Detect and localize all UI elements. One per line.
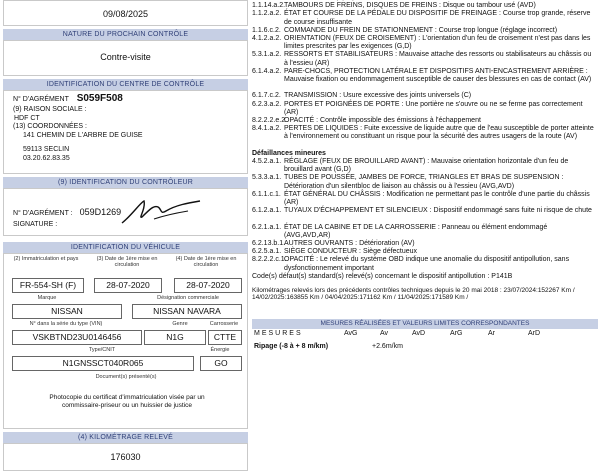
vin-field: VSKBTND23U0146456 [12, 330, 142, 345]
center-agreement-label: N° D'AGRÉMENT [13, 96, 69, 103]
address-line3: 03.20.62.83.35 [23, 154, 70, 162]
defect-code: 6.2.5.a.1. [252, 248, 282, 256]
defect-text: PERTES DE LIQUIDES : Fuite excessive de liquide autre que de l'eau susceptible de porter atteinte à l'environnement ou constituant un risque pour la sécurité des autres usagers de la route (AV) [284, 125, 594, 141]
measures-col-header: MESURES [254, 329, 303, 337]
type-label: Type/CNIT [88, 347, 116, 353]
measure-row-value: +2.6m/km [372, 342, 403, 350]
defect-text: TRANSMISSION : Usure excessive des joints universels (C) [284, 92, 472, 100]
defect-code: 6.1.7.c.2. [252, 92, 281, 100]
vehicle-box [3, 253, 248, 429]
defect-text: TUYAUX D'ÉCHAPPEMENT ET SILENCIEUX : Dispositif endommagé sans fuite ni risque de chute [284, 207, 592, 215]
registration-label: (2) Immatriculation et pays [13, 256, 79, 262]
defect-row [252, 207, 598, 215]
measure-row-label: Ripage (-8 à + 8 m/km) [254, 342, 329, 350]
measures-header: MESURES RÉALISÉES ET VALEURS LIMITES CORRESPONDANTES [252, 319, 598, 329]
defect-text: OPACITÉ : Contrôle impossible des émissions à l'échappement [284, 117, 481, 124]
defect-code: 6.1.4.a.2. [252, 67, 282, 75]
defect-code: 5.3.3.a.1. [252, 174, 282, 182]
carrosserie-label: Carrosserie [209, 321, 239, 327]
vin-label: N° dans la série du type (VIN) [29, 321, 103, 327]
measures-col-header: Ar [488, 329, 495, 337]
defect-row [252, 68, 598, 84]
defect-text: AUTRES OUVRANTS : Détérioration (AV) [284, 240, 415, 247]
defect-text: RESSORTS ET STABILISATEURS : Mauvaise attache des ressorts ou stabilisateurs au châssis ou à l'essieu (AR) [284, 51, 592, 67]
defect-code: 6.2.1.a.1. [252, 223, 282, 231]
defect-text: ORIENTATION (FEUX DE CROISEMENT) : L'orientation d'un feu de croisement n'est pas dans les limites prescrites par les exigences (G,D) [284, 35, 591, 51]
brand-label: Marque [37, 295, 57, 301]
measures-col-header: Av [380, 329, 389, 337]
defect-text: ÉTAT ET COURSE DE LA PÉDALE DU DISPOSITIF DE FREINAGE : Course trop grande, réserve de course insuffisante [284, 10, 591, 26]
date-box [3, 0, 248, 26]
defect-code: 4.5.2.a.1. [252, 158, 282, 165]
next-control-box [3, 40, 248, 76]
defect-text: RÉGLAGE (FEUX DE BROUILLARD AVANT) : Mauvaise orientation horizontale d'un feu de brouillard avant (G,D) [284, 158, 569, 174]
signature-label: SIGNATURE : [13, 221, 58, 228]
mileage-value: 176030 [110, 452, 141, 462]
defect-row [252, 10, 598, 26]
right-column [252, 0, 600, 470]
defect-code: 6.2.13.b.1. [252, 240, 286, 247]
next-control-value: Contre-visite [100, 52, 151, 62]
company-label: (9) RAISON SOCIALE : [13, 106, 87, 113]
defect-code: 4.1.2.a.2. [252, 35, 282, 42]
carrosserie-field: CTTE [208, 330, 242, 345]
defect-text: ÉTAT GÉNÉRAL DU CHÂSSIS : Modification ne permettant pas le contrôle d'une partie du châssis (AR) [284, 190, 590, 206]
left-column [0, 0, 248, 470]
controller-header: (9) IDENTIFICATION DU CONTRÔLEUR [3, 177, 248, 188]
center-agreement-value: S059F508 [76, 93, 123, 104]
defect-text: PARE-CHOCS, PROTECTION LATÉRALE ET DISPOSITIFS ANTI-ENCASTREMENT ARRIÈRE : Mauvaise fixation ou endommagement susceptible de causer des blessures en cas de contact (AV) [284, 67, 592, 83]
defect-row [252, 240, 598, 248]
company-value: HDF CT [14, 114, 40, 122]
measures-col-header: AvD [412, 329, 426, 337]
defect-code: 1.1.6.c.2. [252, 26, 281, 34]
defect-text: TUBES DE POUSSÉE, JAMBES DE FORCE, TRIANGLES ET BRAS DE SUSPENSION : Détérioration d'un silentbloc de liaison au châssis ou à l'essieu (AVG,AVD) [284, 174, 564, 190]
defect-row [252, 101, 598, 117]
defect-row [252, 92, 598, 100]
defect-row [252, 224, 598, 240]
defect-row [252, 27, 598, 35]
center-header: IDENTIFICATION DU CENTRE DE CONTRÔLE [3, 79, 248, 90]
mileage-header: (4) KILOMÉTRAGE RELEVÉ [3, 432, 248, 443]
defect-row [252, 174, 598, 190]
defect-row [252, 158, 598, 174]
defect-text: TAMBOURS DE FREINS, DISQUES DE FREINS : Disque ou tambour usé (AVD) [284, 2, 536, 10]
first-reg-date-field: 28-07-2020 [94, 278, 162, 293]
energy-field: GO [200, 356, 242, 371]
docs-value: Photocopie du certificat d'immatriculation visée par un commissaire-priseur ou un huissier de justice [49, 394, 205, 409]
center-box [3, 90, 248, 174]
first-reg-label: (3) Date de 1ère mise en circulation [96, 256, 158, 268]
controller-box [3, 188, 248, 236]
defect-code: 1.1.14.a.2. [252, 2, 286, 10]
vehicle-header: IDENTIFICATION DU VÉHICULE [3, 242, 248, 253]
defect-row [252, 256, 598, 272]
model-field: NISSAN NAVARA [132, 304, 242, 319]
defect-row [252, 125, 598, 141]
control-date: 09/08/2025 [102, 9, 149, 19]
next-control-header: NATURE DU PROCHAIN CONTRÔLE [3, 29, 248, 40]
defect-row [252, 191, 598, 207]
defect-code: 6.1.1.c.1. [252, 190, 281, 198]
defect-row [252, 35, 598, 51]
registration-field: FR-554-SH (F) [12, 278, 84, 293]
genre-field: N1G [144, 330, 206, 345]
defect-code: 1.1.2.a.2. [252, 10, 282, 18]
controller-agreement-label: N° D'AGRÉMENT : [13, 210, 73, 217]
defect-text: PORTES ET POIGNÉES DE PORTE : Une portière ne s'ouvre ou ne se ferme pas correctement (AR) [284, 100, 583, 116]
model-label: Désignation commerciale [157, 295, 219, 301]
obd-code-line: Code(s) défaut(s) standard(s) relevé(s) concernant le dispositif antipollution : P141B [252, 272, 513, 280]
defect-code: 8.2.2.2.c.1. [252, 256, 287, 264]
measures-col-header: ArG [450, 329, 463, 337]
measures-col-header: ArD [528, 329, 541, 337]
mileage-box [3, 443, 248, 471]
energy-label: Énergie [210, 347, 230, 353]
signature-image [114, 195, 204, 227]
defect-code: 6.1.2.a.1. [252, 207, 282, 215]
defect-code: 5.3.1.a.2. [252, 51, 282, 59]
defect-text: COMMANDE DU FREIN DE STATIONNEMENT : Course trop longue (réglage incorrect) [284, 26, 558, 34]
controller-agreement-value: 059D1269 [79, 207, 122, 217]
minor-defects-title: Défaillances mineures [252, 149, 326, 157]
defect-code: 8.4.1.a.2. [252, 125, 282, 133]
defect-row [252, 51, 598, 67]
docs-label: Document(s) présenté(s) [95, 374, 157, 380]
address-line1: 141 CHEMIN DE L'ARBRE DE GUISE [23, 131, 143, 139]
brand-field: NISSAN [12, 304, 122, 319]
address-line2: 59113 SECLIN [23, 146, 70, 153]
defect-text: ÉTAT DE LA CABINE ET DE LA CARROSSERIE : Panneau ou élément endommagé (AVG,AVD,AR) [284, 223, 548, 239]
defect-code: 6.2.3.a.2. [252, 100, 282, 108]
address-label: (13) COORDONNÉES : [13, 123, 87, 130]
defect-text: SIÈGE CONDUCTEUR : Siège défectueux [284, 248, 418, 256]
defect-row [252, 117, 598, 125]
mileage-history: Kilométrages relevés lors des précédents contrôles techniques depuis le 20 mai 2018 : 23/07/2024:152267 Km / 14/02/2025:163855 Km / 04/04/2025:171162 Km / 11/04/2025:171589 Km / [252, 286, 575, 302]
genre-label: Genre [172, 321, 188, 327]
first-circ-label: (4) Date de 1ère mise en circulation [175, 256, 237, 268]
first-circ-date-field: 28-07-2020 [174, 278, 242, 293]
type-field: N1GNSSCT040R065 [12, 356, 194, 371]
defect-text: OPACITÉ : Le relevé du système OBD indique une anomalie du dispositif antipollution, sans dysfonctionnement important [284, 256, 570, 272]
defect-code: 8.2.2.2.e.2. [252, 117, 288, 124]
measures-col-header: AvG [344, 329, 358, 337]
